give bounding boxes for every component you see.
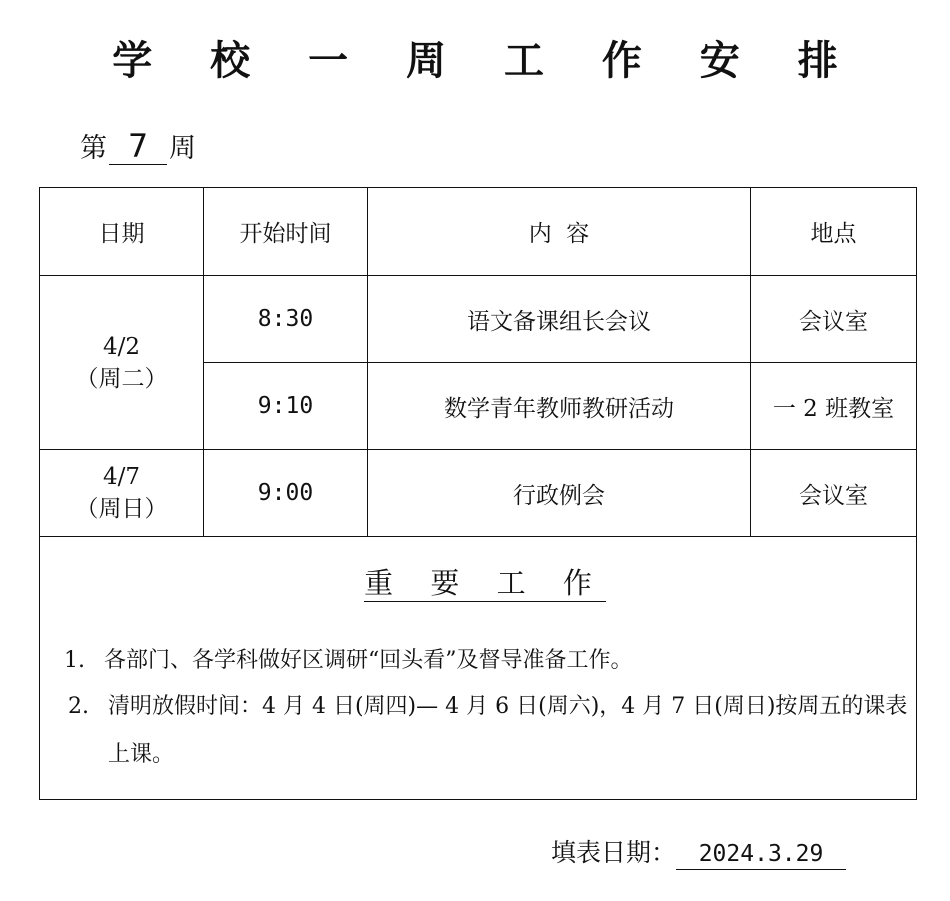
date-value: 4/2	[102, 333, 140, 360]
header-start-time: 开始时间	[204, 188, 368, 276]
week-suffix: 周	[169, 133, 196, 164]
content-cell: 数学青年教师教研活动	[368, 363, 751, 450]
week-number: 7	[109, 128, 167, 165]
content-cell: 行政例会	[368, 450, 751, 537]
date-cell	[40, 450, 204, 537]
schedule-table	[39, 187, 917, 800]
important-section	[40, 537, 917, 800]
important-row	[40, 537, 917, 800]
fill-date-value: 2024.3.29	[676, 839, 846, 870]
header-content: 内 容	[368, 188, 751, 276]
page-title: 学 校 一 周 工 作 安 排	[112, 38, 860, 84]
table-row	[40, 276, 917, 363]
week-prefix: 第	[80, 133, 107, 164]
time-value: 8:30	[257, 306, 314, 332]
time-cell	[204, 363, 368, 450]
table-row	[40, 450, 917, 537]
week-line	[80, 128, 196, 169]
time-cell	[204, 276, 368, 363]
item-number: 1.	[64, 648, 85, 673]
item-text: 清明放假时间：4 月 4 日(周四)— 4 月 6 日(周六)，4 月 7 日(周日)按周五的课表上课。	[108, 694, 908, 767]
fill-date-label: 填表日期：	[551, 838, 677, 867]
location-cell: 会议室	[751, 450, 917, 537]
item-number: 2.	[68, 694, 89, 719]
time-value: 9:00	[257, 480, 314, 506]
table-header-row	[40, 188, 917, 276]
location-cell: 一 2 班教室	[751, 363, 917, 450]
item-text: 各部门、各学科做好区调研“回头看”及督导准备工作。	[104, 648, 633, 673]
fill-date-line	[551, 833, 846, 873]
date-value: 4/7	[102, 464, 140, 490]
important-title-text: 重 要 工 作	[364, 566, 606, 600]
time-value: 9:10	[257, 393, 314, 419]
header-date: 日期	[40, 188, 204, 276]
date-cell	[40, 276, 204, 450]
weekday-value: （周二）	[75, 365, 168, 392]
header-location: 地点	[751, 188, 917, 276]
important-title	[40, 561, 916, 602]
content-cell: 语文备课组长会议	[368, 276, 751, 363]
time-cell	[204, 450, 368, 537]
weekday-value: （周日）	[75, 496, 168, 522]
location-cell: 会议室	[751, 276, 917, 363]
